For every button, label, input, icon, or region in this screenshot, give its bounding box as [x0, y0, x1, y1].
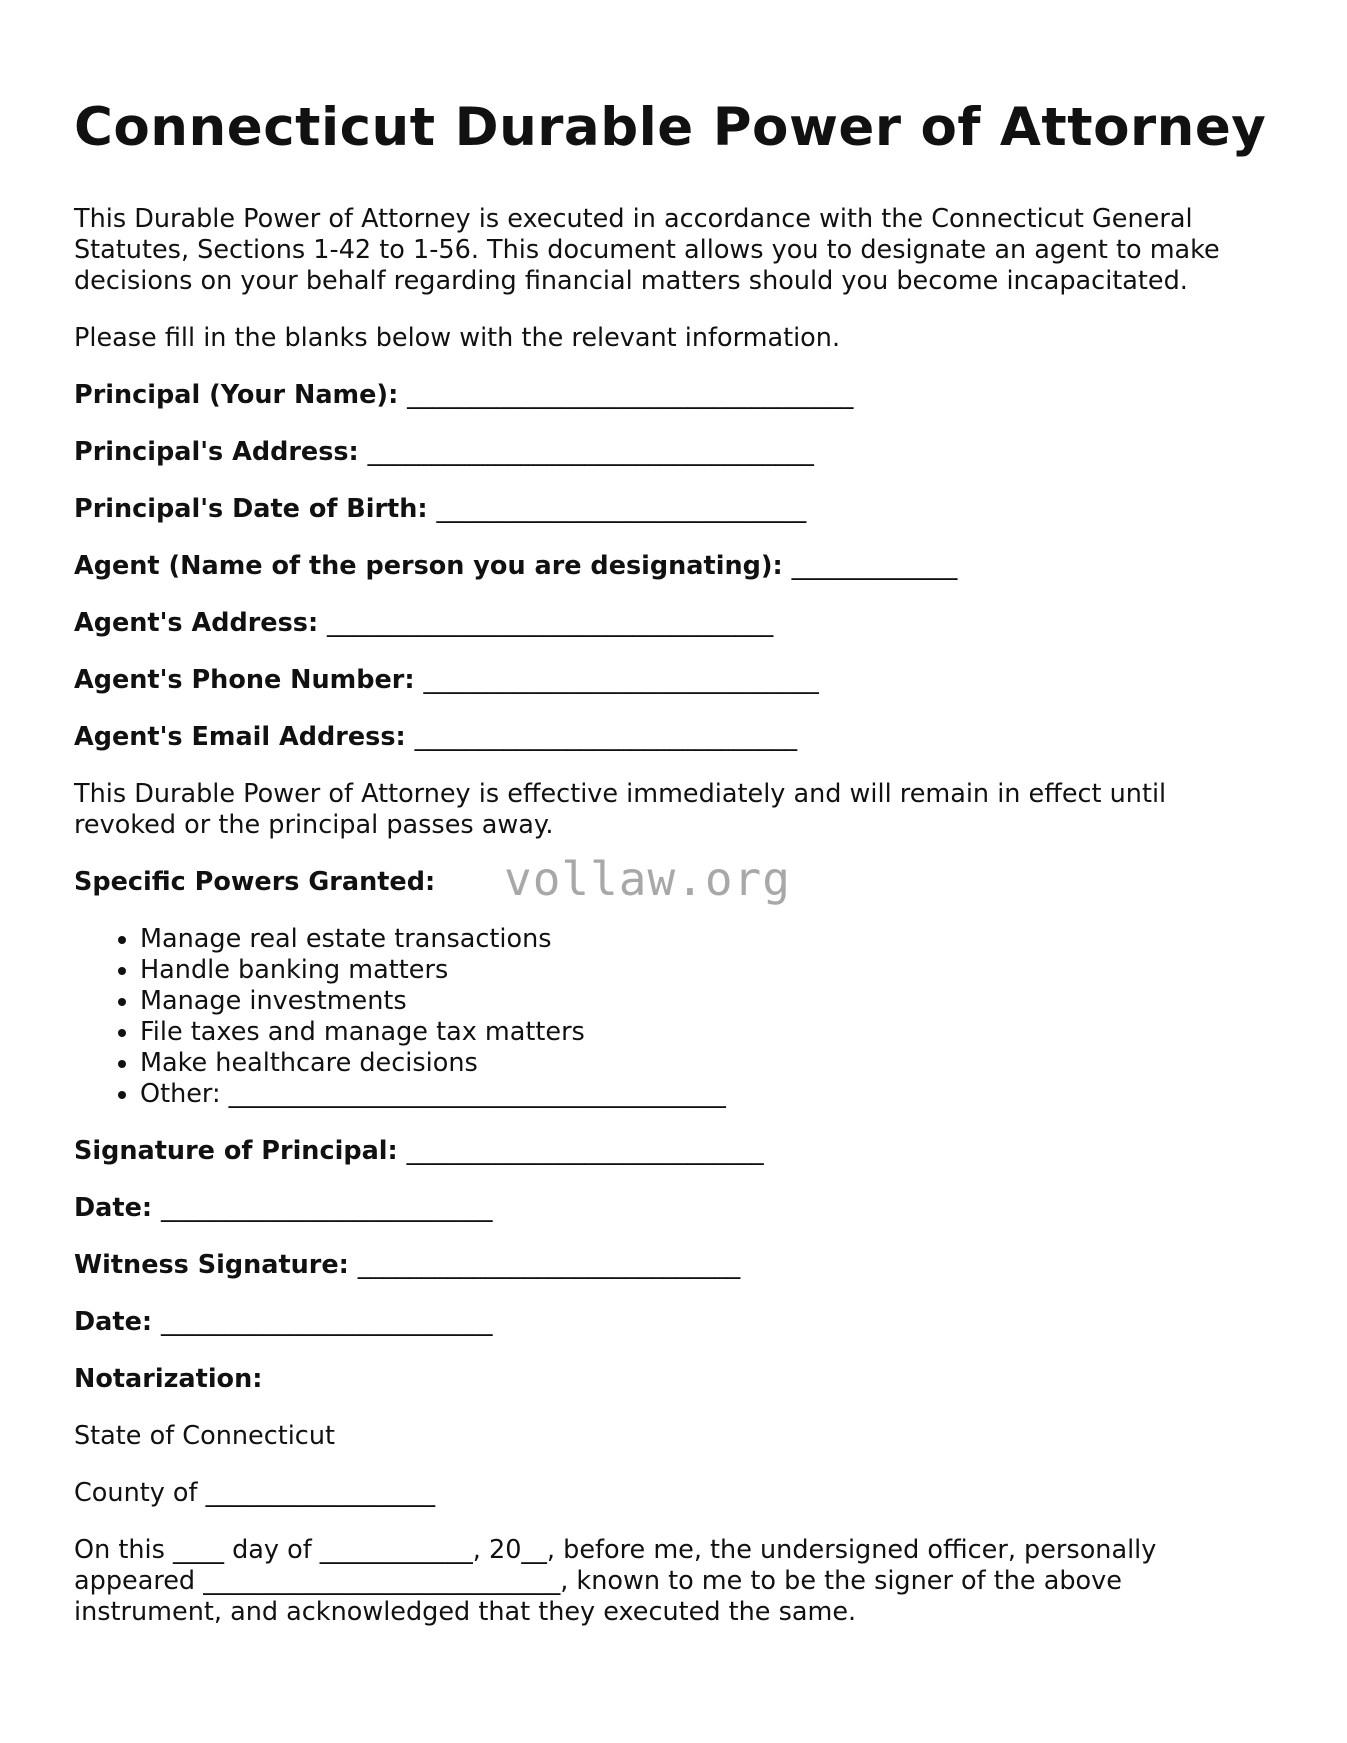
agent-phone-blank[interactable]: _______________________________: [423, 665, 819, 695]
list-item: • Manage real estate transactions: [140, 924, 1274, 955]
intro-paragraph: This Durable Power of Attorney is executed in accordance with the Connecticut General Statutes, Sections 1-42 to 1-56. This document allows you to designate an agent to make decisions on your behalf regarding financial matters should you become incapacitated.: [74, 204, 1220, 296]
principal-dob-blank[interactable]: _____________________________: [436, 494, 807, 524]
powers-heading-row: [74, 852, 1274, 906]
witness-signature-blank[interactable]: ______________________________: [357, 1250, 741, 1280]
agent-address-label: Agent's Address:: [74, 608, 319, 638]
principal-date-label: Date:: [74, 1193, 153, 1223]
witness-signature-label: Witness Signature:: [74, 1250, 349, 1280]
principal-dob-label: Principal's Date of Birth:: [74, 494, 428, 524]
notary-state: State of Connecticut: [74, 1421, 335, 1451]
witness-date-field: [74, 1307, 1274, 1338]
witness-signature-field: [74, 1250, 1274, 1281]
agent-address-blank[interactable]: ___________________________________: [327, 608, 774, 638]
list-item: • Manage investments: [140, 986, 1274, 1017]
instructions-text: Please fill in the blanks below with the relevant information.: [74, 323, 841, 353]
powers-list: [74, 924, 1274, 1110]
agent-email-field: [74, 722, 1274, 753]
agent-name-field: [74, 551, 1274, 582]
agent-phone-label: Agent's Phone Number:: [74, 665, 415, 695]
list-item: • Handle banking matters: [140, 955, 1274, 986]
agent-email-label: Agent's Email Address:: [74, 722, 406, 752]
document-page: [74, 92, 1274, 1654]
principal-name-field: [74, 380, 1274, 411]
principal-dob-field: [74, 494, 1274, 525]
witness-date-blank[interactable]: __________________________: [160, 1307, 493, 1337]
principal-date-field: [74, 1193, 1274, 1224]
principal-address-blank[interactable]: ___________________________________: [367, 437, 814, 467]
agent-address-field: [74, 608, 1274, 639]
agent-name-label: Agent (Name of the person you are designating):: [74, 551, 783, 581]
watermark-text: vollaw.org: [504, 852, 791, 906]
witness-date-label: Date:: [74, 1307, 153, 1337]
principal-name-label: Principal (Your Name):: [74, 380, 399, 410]
principal-address-label: Principal's Address:: [74, 437, 359, 467]
notarization-heading: Notarization:: [74, 1364, 263, 1394]
principal-signature-label: Signature of Principal:: [74, 1136, 398, 1166]
principal-signature-blank[interactable]: ____________________________: [406, 1136, 764, 1166]
principal-signature-field: [74, 1136, 1274, 1167]
powers-heading: Specific Powers Granted:: [74, 867, 436, 897]
agent-phone-field: [74, 665, 1274, 696]
agent-name-blank[interactable]: _____________: [791, 551, 958, 581]
effective-statement: This Durable Power of Attorney is effective immediately and will remain in effect until revoked or the principal passes away.: [74, 779, 1167, 840]
list-item: • File taxes and manage tax matters: [140, 1017, 1274, 1048]
list-item[interactable]: • Other: _______________________________________: [140, 1079, 1274, 1110]
notary-county[interactable]: County of __________________: [74, 1478, 436, 1508]
principal-address-field: [74, 437, 1274, 468]
list-item: • Make healthcare decisions: [140, 1048, 1274, 1079]
agent-email-blank[interactable]: ______________________________: [414, 722, 798, 752]
principal-name-blank[interactable]: ___________________________________: [407, 380, 854, 410]
page-title: Connecticut Durable Power of Attorney: [74, 97, 1267, 158]
principal-date-blank[interactable]: __________________________: [160, 1193, 493, 1223]
notary-acknowledgment: On this ____ day of ____________, 20__, before me, the undersigned officer, personally appeared ____________________________, known to me to be the signer of the above instrument, and acknowledged that they executed the same.: [74, 1535, 1157, 1627]
